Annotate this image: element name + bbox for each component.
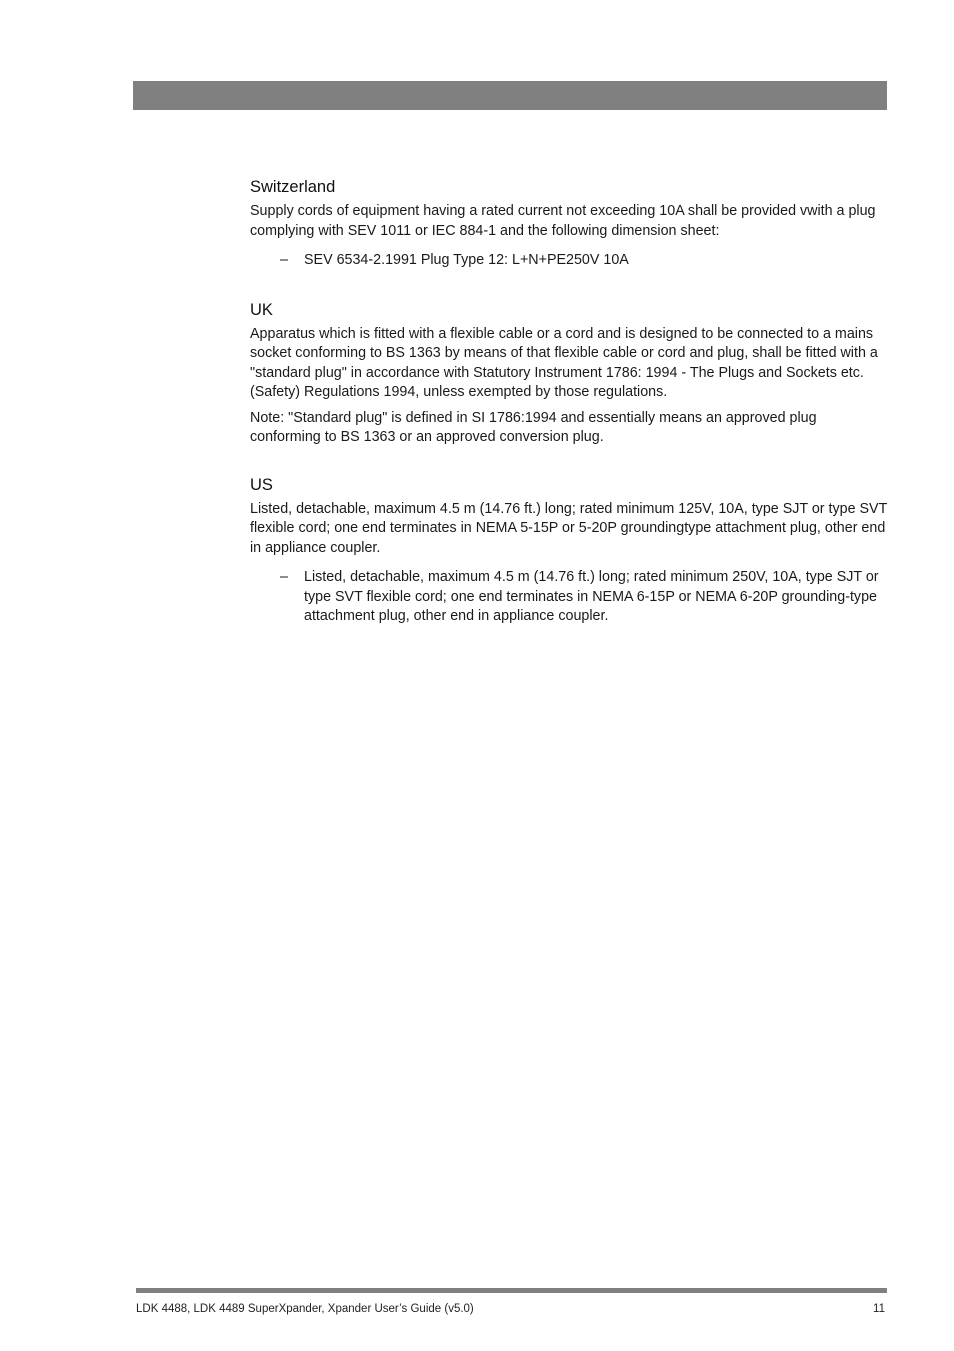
dash-marker: – — [280, 252, 288, 268]
section-heading: US — [250, 475, 273, 494]
page-number: 11 — [873, 1303, 885, 1315]
paragraph: Apparatus which is fitted with a flexible cable or a cord and is designed to be connected to a mains socket conforming to BS 1363 by means of that flexible cable or cord and plug, shall be fitted with a "standard plug" in accordance with Statutory Instrument 1786: 1994 - The Plugs and Sockets etc. (Safety) Regulations 1994, unless exempted by those regulations. — [250, 325, 878, 400]
section-heading: UK — [250, 300, 273, 319]
section-switzerland — [250, 176, 890, 271]
footer-title: LDK 4488, LDK 4489 SuperXpander, Xpander User’s Guide (v5.0) — [136, 1303, 474, 1315]
paragraph: Listed, detachable, maximum 4.5 m (14.76 ft.) long; rated minimum 125V, 10A, type SJT or type SVT flexible cord; one end terminates in NEMA 5-15P or 5-20P groundingtype attachment plug, other end in appliance coupler. — [250, 500, 888, 556]
section-heading: Switzerland — [250, 178, 336, 196]
list-item-text: SEV 6534-2.1991 Plug Type 12: L+N+PE250V 10A — [304, 252, 629, 268]
dash-marker: – — [280, 569, 288, 585]
section-us — [250, 474, 890, 627]
paragraph: Supply cords of equipment having a rated current not exceeding 10A shall be provided vwith a plug complying with SEV 1011 or IEC 884-1 and the following dimension sheet: — [250, 203, 876, 239]
header-bar — [133, 81, 887, 110]
document-body — [250, 176, 890, 647]
list-item — [250, 251, 890, 271]
section-uk — [250, 299, 890, 448]
footer-bar — [136, 1288, 887, 1293]
paragraph: Note: "Standard plug" is defined in SI 1786:1994 and essentially means an approved plug conforming to BS 1363 or an approved conversion plug. — [250, 409, 817, 445]
list-item-text: Listed, detachable, maximum 4.5 m (14.76 ft.) long; rated minimum 250V, 10A, type SJT or type SVT flexible cord; one end terminates in NEMA 6-15P or NEMA 6-20P grounding-type attachment plug, other end in appliance coupler. — [304, 569, 879, 624]
list-item — [250, 568, 890, 627]
